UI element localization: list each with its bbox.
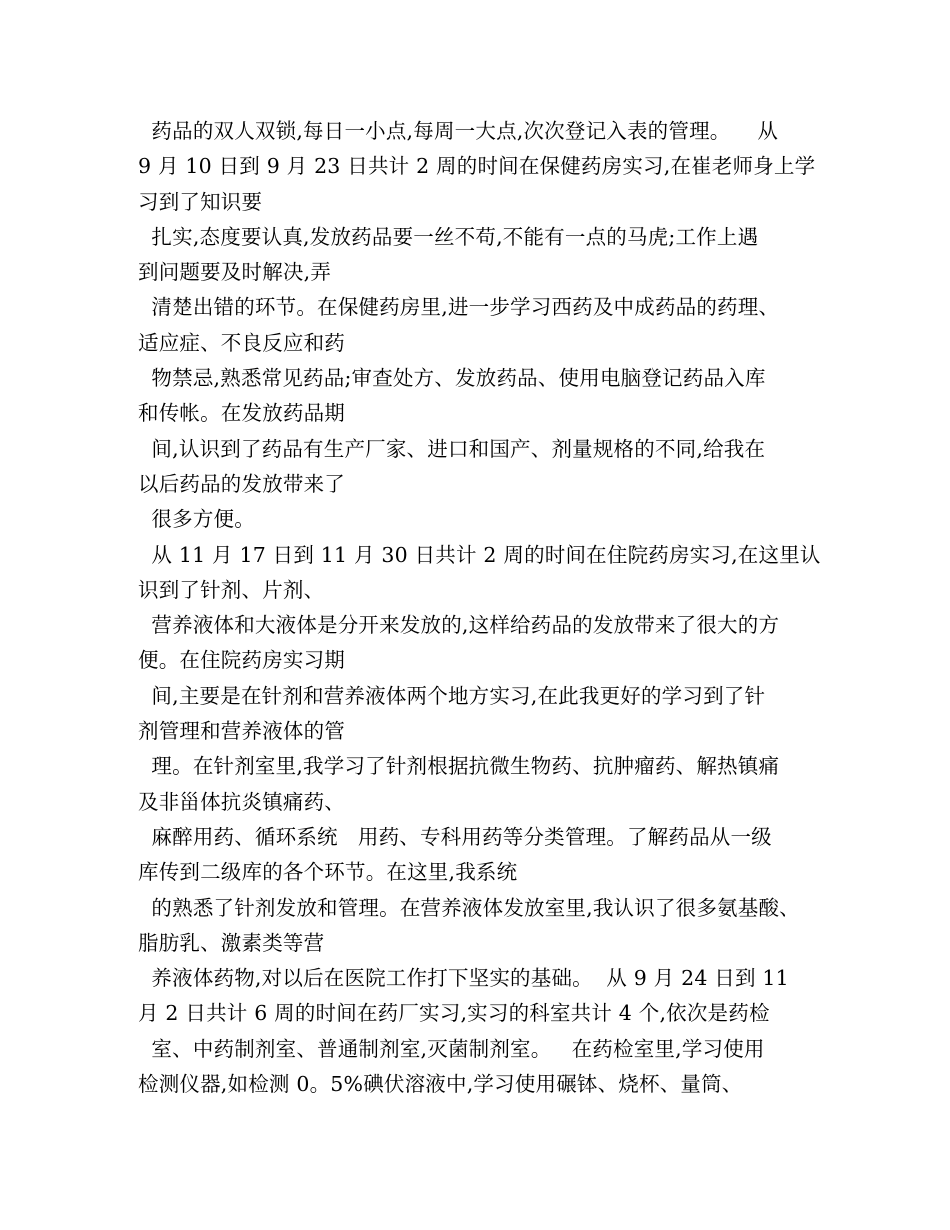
text-line: 库传到二级库的各个环节。在这里,我系统 xyxy=(138,860,518,885)
text-line: 理。在针剂室里,我学习了针剂根据抗微生物药、抗肿瘤药、解热镇痛 xyxy=(138,754,780,779)
document-body xyxy=(138,114,828,1102)
text-line: 剂管理和营养液体的管 xyxy=(138,719,345,744)
text-line: 识到了针剂、片剂、 xyxy=(138,577,325,602)
text-line: 从 11 月 17 日到 11 月 30 日共计 2 周的时间在住院药房实习,在这里认 xyxy=(138,542,821,567)
text-line: 养液体药物,对以后在医院工作打下坚实的基础。 从 9 月 24 日到 11 xyxy=(138,966,789,991)
text-line: 9 月 10 日到 9 月 23 日共计 2 周的时间在保健药房实习,在崔老师身上学 xyxy=(138,154,816,179)
text-line: 清楚出错的环节。在保健药房里,进一步学习西药及中成药品的药理、 xyxy=(138,295,780,320)
text-line: 室、中药制剂室、普通制剂室,灭菌制剂室。 在药检室里,学习使用 xyxy=(138,1036,765,1061)
text-line: 间,认识到了药品有生产厂家、进口和国产、剂量规格的不同,给我在 xyxy=(138,436,766,461)
text-line: 的熟悉了针剂发放和管理。在营养液体发放室里,我认识了很多氨基酸、 xyxy=(138,895,800,920)
text-line: 以后药品的发放带来了 xyxy=(138,471,345,496)
text-line: 药品的双人双锁,每日一小点,每周一大点,次次登记入表的管理。 从 xyxy=(138,119,779,143)
text-line: 检测仪器,如检测 0。5%碘伏溶液中,学习使用碾钵、烧杯、量筒、 xyxy=(138,1072,743,1097)
text-line: 物禁忌,熟悉常见药品;审查处方、发放药品、使用电脑登记药品入库 xyxy=(138,366,766,391)
text-line: 营养液体和大液体是分开来发放的,这样给药品的发放带来了很大的方 xyxy=(138,613,780,638)
text-line: 及非甾体抗炎镇痛药、 xyxy=(138,789,345,814)
text-line: 习到了知识要 xyxy=(138,189,263,214)
text-line: 便。在住院药房实习期 xyxy=(138,648,345,673)
text-line: 到问题要及时解决,弄 xyxy=(138,260,332,285)
text-line: 扎实,态度要认真,发放药品要一丝不苟,不能有一点的马虎;工作上遇 xyxy=(138,224,759,249)
text-line: 和传帐。在发放药品期 xyxy=(138,401,345,426)
text-line: 脂肪乳、激素类等营 xyxy=(138,930,325,955)
text-line: 适应症、不良反应和药 xyxy=(138,330,345,355)
text-line: 间,主要是在针剂和营养液体两个地方实习,在此我更好的学习到了针 xyxy=(138,683,766,708)
text-line: 麻醉用药、循环系统 用药、专科用药等分类管理。了解药品从一级 xyxy=(138,824,772,849)
text-line: 月 2 日共计 6 周的时间在药厂实习,实习的科室共计 4 个,依次是药检 xyxy=(138,1001,770,1026)
text-line: 很多方便。 xyxy=(138,507,255,532)
